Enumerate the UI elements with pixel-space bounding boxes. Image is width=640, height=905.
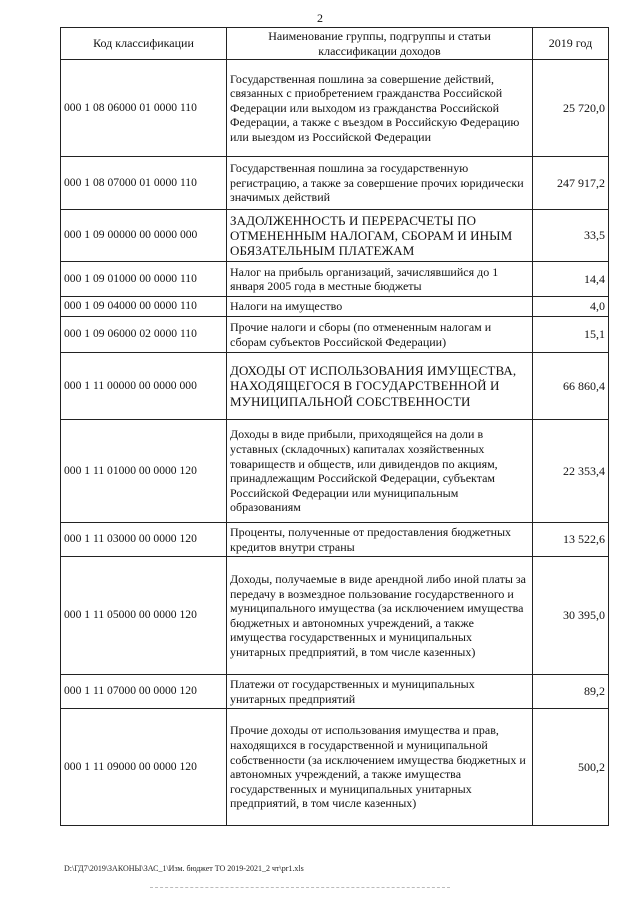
file-path-footer: D:\ГД7\2019\ЗАКОНЫ\ЗАС_1\Изм. бюджет ТО 2019-2021_2 чт\pr1.xls bbox=[64, 864, 304, 873]
row-value: 4,0 bbox=[533, 297, 609, 317]
row-code: 000 1 11 05000 00 0000 120 bbox=[61, 557, 227, 675]
scan-artifact-line bbox=[150, 887, 450, 888]
row-value: 14,4 bbox=[533, 262, 609, 297]
row-name: Доходы в виде прибыли, приходящейся на доли в уставных (складочных) капиталах хозяйственных товариществ и обществ, или дивидендов по акциям, принадлежащим Российской Федерации, субъектам Российской Федерации или муниципальным образованиям bbox=[227, 420, 533, 523]
row-name: Налоги на имущество bbox=[227, 297, 533, 317]
table-row bbox=[61, 709, 609, 826]
row-name: ДОХОДЫ ОТ ИСПОЛЬЗОВАНИЯ ИМУЩЕСТВА, НАХОДЯЩЕГОСЯ В ГОСУДАРСТВЕННОЙ И МУНИЦИПАЛЬНОЙ СОБСТВЕННОСТИ bbox=[227, 353, 533, 420]
row-code: 000 1 11 00000 00 0000 000 bbox=[61, 353, 227, 420]
row-code: 000 1 08 06000 01 0000 110 bbox=[61, 60, 227, 157]
row-value: 247 917,2 bbox=[533, 157, 609, 210]
table-row bbox=[61, 353, 609, 420]
table-row bbox=[61, 157, 609, 210]
row-value: 22 353,4 bbox=[533, 420, 609, 523]
table-row bbox=[61, 420, 609, 523]
header-name: Наименование группы, подгруппы и статьи классификации доходов bbox=[227, 28, 533, 60]
row-value: 89,2 bbox=[533, 675, 609, 709]
table-header-row bbox=[61, 28, 609, 60]
table-row bbox=[61, 60, 609, 157]
row-name: Прочие доходы от использования имущества и прав, находящихся в государственной и муниципальной собственности (за исключением имущества бюджетных и автономных учреждений, а также имущества государственных и муниципальных унитарных предприятий, в том числе казенных) bbox=[227, 709, 533, 826]
row-name: Доходы, получаемые в виде арендной либо иной платы за передачу в возмездное пользование государственного и муниципального имущества (за исключением имущества бюджетных и автономных учреждений, а также имущества государственных и муниципальных унитарных предприятий, в том числе казенных) bbox=[227, 557, 533, 675]
header-code: Код классификации bbox=[61, 28, 227, 60]
row-code: 000 1 09 06000 02 0000 110 bbox=[61, 317, 227, 353]
table-row bbox=[61, 557, 609, 675]
row-code: 000 1 11 03000 00 0000 120 bbox=[61, 523, 227, 557]
table-row bbox=[61, 317, 609, 353]
row-code: 000 1 11 07000 00 0000 120 bbox=[61, 675, 227, 709]
table-row bbox=[61, 675, 609, 709]
row-code: 000 1 09 00000 00 0000 000 bbox=[61, 210, 227, 262]
row-name: Платежи от государственных и муниципальных унитарных предприятий bbox=[227, 675, 533, 709]
row-code: 000 1 11 01000 00 0000 120 bbox=[61, 420, 227, 523]
row-value: 66 860,4 bbox=[533, 353, 609, 420]
row-name: Государственная пошлина за совершение действий, связанных с приобретением гражданства Российской Федерации или выходом из гражданства Российской Федерации, а также с въездом в Российскую Федерацию или выездом из Российской Федерации bbox=[227, 60, 533, 157]
table-row bbox=[61, 262, 609, 297]
row-value: 500,2 bbox=[533, 709, 609, 826]
row-value: 30 395,0 bbox=[533, 557, 609, 675]
row-name: Проценты, полученные от предоставления бюджетных кредитов внутри страны bbox=[227, 523, 533, 557]
header-year: 2019 год bbox=[533, 28, 609, 60]
row-value: 15,1 bbox=[533, 317, 609, 353]
table-row bbox=[61, 297, 609, 317]
table-row bbox=[61, 210, 609, 262]
table-row bbox=[61, 523, 609, 557]
row-code: 000 1 11 09000 00 0000 120 bbox=[61, 709, 227, 826]
row-code: 000 1 08 07000 01 0000 110 bbox=[61, 157, 227, 210]
row-name: Прочие налоги и сборы (по отмененным налогам и сборам субъектов Российской Федерации) bbox=[227, 317, 533, 353]
row-name: Налог на прибыль организаций, зачислявшийся до 1 января 2005 года в местные бюджеты bbox=[227, 262, 533, 297]
revenue-classification-table bbox=[60, 27, 609, 826]
row-value: 25 720,0 bbox=[533, 60, 609, 157]
row-value: 13 522,6 bbox=[533, 523, 609, 557]
page-number: 2 bbox=[317, 11, 323, 25]
row-name: ЗАДОЛЖЕННОСТЬ И ПЕРЕРАСЧЕТЫ ПО ОТМЕНЕННЫМ НАЛОГАМ, СБОРАМ И ИНЫМ ОБЯЗАТЕЛЬНЫМ ПЛАТЕЖАМ bbox=[227, 210, 533, 262]
row-name: Государственная пошлина за государственную регистрацию, а также за совершение прочих юридически значимых действий bbox=[227, 157, 533, 210]
row-code: 000 1 09 01000 00 0000 110 bbox=[61, 262, 227, 297]
row-value: 33,5 bbox=[533, 210, 609, 262]
row-code: 000 1 09 04000 00 0000 110 bbox=[61, 297, 227, 317]
